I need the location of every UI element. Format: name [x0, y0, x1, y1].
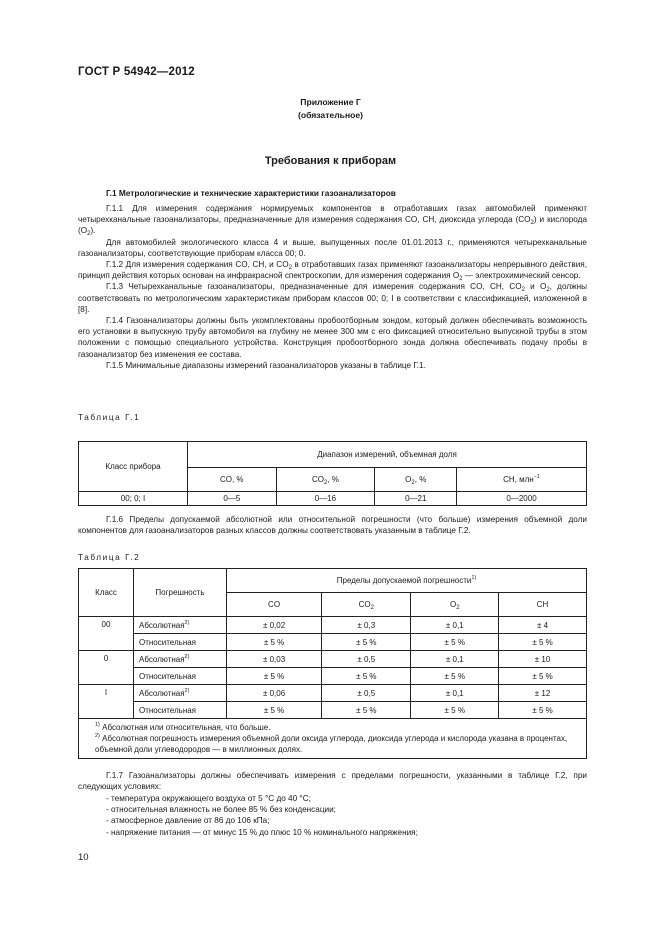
list-item: - атмосферное давление от 86 до 106 кПа;	[106, 816, 270, 826]
conditions-list	[78, 793, 587, 838]
table-row: 0 Абсолютная$^{2)}$ ± 0,03 ± 0,5 ± 0,1 ± 10	[79, 651, 587, 668]
list-item: - температура окружающего воздуха от 5 °C до 40 °C;	[106, 794, 311, 803]
t2-class-header: Класс	[79, 569, 134, 617]
page-title: Требования к приборам	[264, 155, 397, 167]
t1-range-header: Диапазон измерений, объемная доля	[188, 442, 587, 468]
section-heading: Г.1 Метрологические и технические характеристики газоанализаторов	[106, 188, 396, 198]
table-row: Относительная ± 5 % ± 5 % ± 5 % ± 5 %	[79, 668, 587, 685]
table2-caption: Таблица Г.2	[78, 553, 141, 562]
t2-limits-header: Пределы допускаемой погрешности$^{1)}$	[227, 569, 587, 593]
table1-caption: Таблица Г.1	[78, 413, 141, 422]
table-row: 00; 0; I 0—5 0—16 0—21 0—2000	[79, 492, 587, 506]
footnote-2: $^{2)}$ Абсолютная погрешность измерения объемной доли оксида углерода, диоксида углерода и кислорода указана в процентах, объемной доли углеводородов — в миллионных долях.	[95, 733, 568, 754]
document-header: ГОСТ Р 54942—2012	[78, 66, 195, 78]
t2-col-ch: CH	[499, 593, 587, 617]
table-row: I Абсолютная$^{2)}$ ± 0,06 ± 0,5 ± 0,1 ± 12	[79, 685, 587, 702]
table-row: Относительная ± 5 % ± 5 % ± 5 % ± 5 %	[79, 702, 587, 719]
t2-col-co: CO	[227, 593, 322, 617]
t1-col-o2: $O_2$, %	[375, 468, 457, 492]
t2-error-header: Погрешность	[134, 569, 227, 617]
annex-title: Приложение Г	[300, 97, 361, 107]
annex-status: (обязательное)	[297, 110, 364, 120]
paragraph-g13: Г.1.3 Четырехканальные газоанализаторы, предназначенные для измерения содержания CO, CH, $CO_2$ и $O_2$, должны соответствовать по метрологическим характеристикам приборам классов 00; 0; I в соответствии с классификацией, изложенной в [8].	[78, 282, 587, 314]
paragraphs-block-1	[78, 203, 587, 371]
paragraph-class4: Для автомобилей экологического класса 4 и выше, выпущенных после 01.01.2013 г., применяются четырехканальные газоанализаторы, соответствующие приборам класса 00; 0.	[78, 237, 587, 258]
paragraph-g17: Г.1.7 Газоанализаторы должны обеспечивать измерения с пределами погрешности, указанными в таблице Г.2, при следующих условиях:	[78, 771, 587, 792]
t1-class-header: Класс прибора	[79, 442, 188, 492]
table-row: 00 Абсолютная$^{2)}$ ± 0,02 ± 0,3 ± 0,1 ± 4	[79, 617, 587, 634]
footnote-1: $^{1)}$ Абсолютная или относительная, что больше.	[95, 722, 271, 732]
t1-col-co2: $CO_2$, %	[276, 468, 375, 492]
table-footnotes	[79, 719, 587, 759]
table-row: Относительная ± 5 % ± 5 % ± 5 % ± 5 %	[79, 634, 587, 651]
page-number: 10	[78, 852, 89, 863]
list-item: - напряжение питания — от минус 15 % до плюс 10 % номинального напряжения;	[106, 827, 418, 837]
t2-col-co2: $CO_2$	[322, 593, 411, 617]
table-g2	[78, 568, 587, 759]
t2-col-o2: $O_2$	[411, 593, 499, 617]
paragraph-g16: Г.1.6 Пределы допускаемой абсолютной или относительной погрешности (что больше) измерения объемной доли компонентов для газоанализаторов разных классов должны соответствовать указанным в таблице Г.2.	[78, 515, 587, 536]
paragraph-g12: Г.1.2 Для измерения содержания CO, CH, и $CO_2$ в отработавших газах применяют газоанализаторы непрерывного действия, принцип действия которых основан на инфракрасной спектроскопии, для измерения содержания $O_2$ — электрохимический сенсор.	[78, 260, 587, 283]
paragraph-g14: Г.1.4 Газоанализаторы должны быть укомплектованы пробоотборным зондом, который должен обеспечивать возможность его установки в выпускную трубу автомобиля на глубину не менее 300 мм с его фиксацией относительно выпускной трубы в этом положении с помощью специального устройства. Конструкция пробоотборного зонда должна обеспечивать подачу пробы в газоанализатор без изменения ее состава.	[78, 316, 587, 359]
paragraph-g16-block	[78, 514, 587, 536]
paragraph-g15: Г.1.5 Минимальные диапазоны измерений газоанализаторов указаны в таблице Г.1.	[106, 360, 426, 370]
t1-col-co: CO, %	[188, 468, 277, 492]
table-g1	[78, 441, 587, 506]
list-item: - относительная влажность не более 85 % без конденсации;	[106, 805, 336, 815]
paragraph-g17-block	[78, 770, 587, 792]
paragraph-g11: Г.1.1 Для измерения содержания нормируемых компонентов в отработавших газах автомобилей применяют четырехканальные газоанализаторы, предназначенные для измерения содержания CO, CH, диоксида углерода $(CO_2)$ и кислорода $(O_2)$.	[78, 204, 588, 238]
t1-col-ch: CH, млн$^{-1}$	[457, 468, 587, 492]
